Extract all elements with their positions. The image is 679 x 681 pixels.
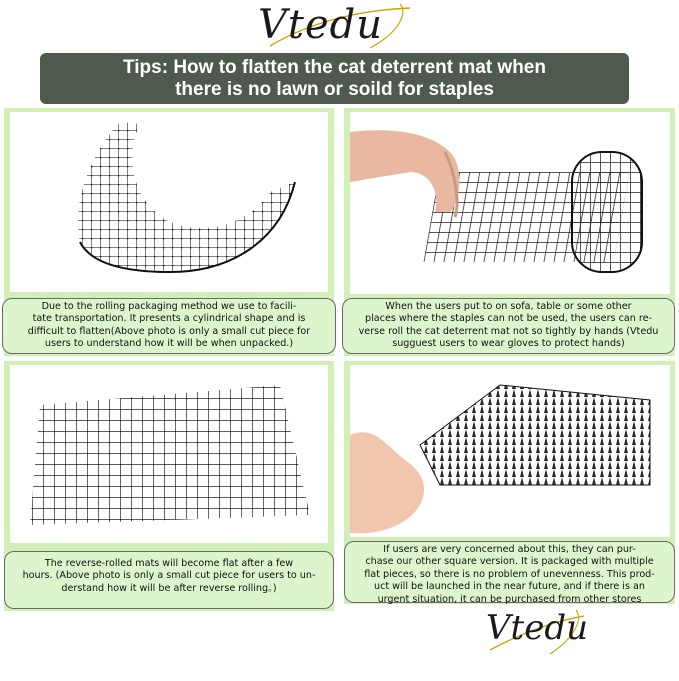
caption-line: urgent situation, it can be purchased from other stores xyxy=(377,593,642,605)
panel-4 xyxy=(344,361,675,604)
panel-3 xyxy=(4,361,334,611)
brand-logo-top xyxy=(250,2,420,50)
caption-line: sugguest users to wear gloves to protect hands) xyxy=(392,338,625,350)
hands-reverse-rolling-image xyxy=(350,112,670,294)
rolled-mat-image xyxy=(10,112,328,292)
panel-1-caption xyxy=(2,298,336,354)
caption-line: Due to the rolling packaging method we use to facili- xyxy=(41,301,297,312)
panel-1 xyxy=(4,108,334,356)
square-mat-icon xyxy=(350,365,670,537)
caption-line: If users are very concerned about this, they can pur- xyxy=(383,544,636,555)
caption-line: tate transportation. It presents a cylindrical shape and is xyxy=(32,313,306,325)
caption-line: When the users put to on sofa, table or some other xyxy=(385,301,632,312)
logo-text: Vtedu xyxy=(258,2,383,48)
flat-mat-icon xyxy=(10,365,328,543)
caption-line: The reverse-rolled mats will become flat after a few xyxy=(44,558,294,569)
caption-line: hours. (Above photo is only a small cut piece for users to un- xyxy=(22,570,316,582)
panel-3-caption xyxy=(4,551,334,609)
panel-2 xyxy=(344,108,675,356)
caption-line: flat pieces, so there is no problem of unevenness. This prod- xyxy=(364,568,655,580)
caption-line: derstand how it will be after reverse rolling。) xyxy=(61,582,277,594)
caption-line: places where the staples can not be used, the users can re- xyxy=(365,313,652,325)
caption-line: chase our other square version. It is packaged with multiple xyxy=(365,556,654,568)
flat-mat-image xyxy=(10,365,328,543)
rolled-mat-icon xyxy=(10,112,328,292)
caption-line: users to understand how it will be when unpacked.) xyxy=(44,338,294,350)
banner-line-2: there is no lawn or soild for staples xyxy=(175,79,494,100)
caption-line: difficult to flatten(Above photo is only a small cut piece for xyxy=(27,325,311,337)
caption-line: uct will be launched in the near future, and if there is an xyxy=(374,581,645,593)
brand-logo-bottom xyxy=(480,604,590,656)
caption-line: verse roll the cat deterrent mat not so tightly by hands (Vtedu xyxy=(358,325,659,337)
banner-line-1: Tips: How to flatten the cat deterrent mat when xyxy=(123,57,546,78)
square-mat-with-hand-image xyxy=(350,365,670,537)
panel-4-caption xyxy=(344,541,675,603)
panel-2-caption xyxy=(342,298,675,354)
logo-text: Vtedu xyxy=(486,608,588,648)
hands-rolling-icon xyxy=(350,112,670,294)
tips-banner xyxy=(40,53,629,104)
